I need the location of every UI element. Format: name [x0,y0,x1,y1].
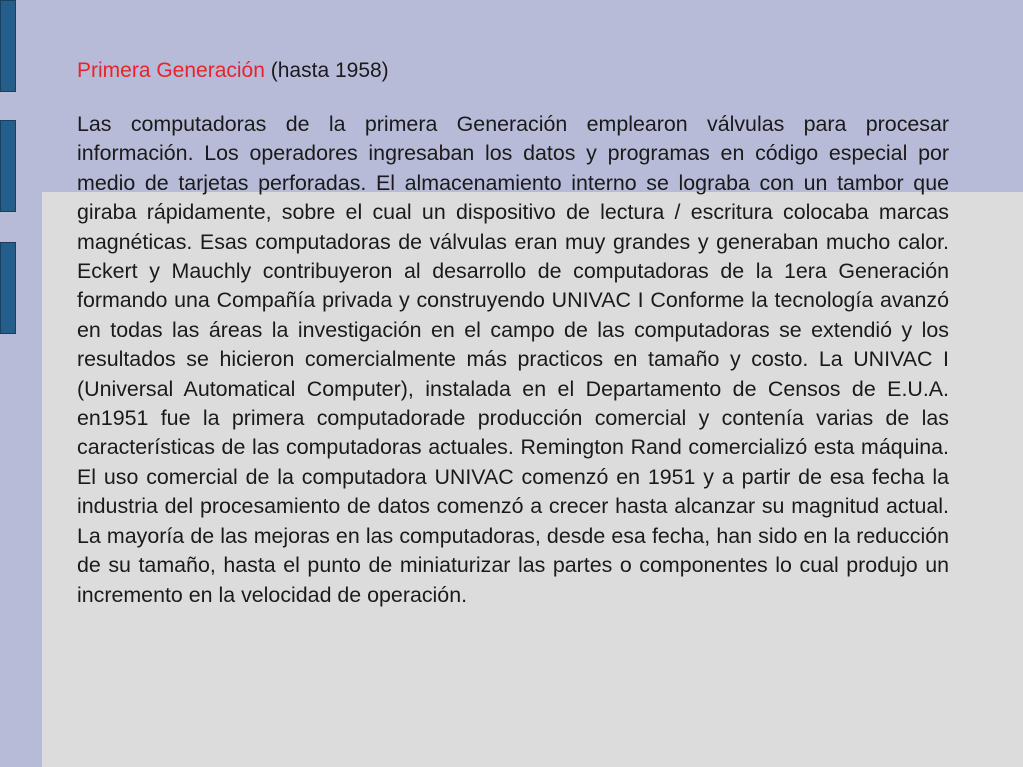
slide-body-text: Las computadoras de la primera Generación emplearon válvulas para procesar información. Los operadores ingresaban los datos y programas en código especial por medio de tarjetas perforadas. El almacenamiento interno se lograba con un tambor que giraba rápidamente, sobre el cual un dispositivo de lectura / escritura colocaba marcas magnéticas. Esas computadoras de válvulas eran muy grandes y generaban mucho calor. Eckert y Mauchly contribuyeron al desarrollo de computadoras de la 1era Generación formando una Compañía privada y construyendo UNIVAC I Conforme la tecnología avanzó en todas las áreas la investigación en el campo de las computadoras se extendió y los resultados se hicieron comercialmente más practicos en tamaño y costo. La UNIVAC I (Universal Automatical Computer), instalada en el Departamento de Censos de E.U.A. en1951 fue la primera computadorade producción comercial y contenía varias de las características de las computadoras actuales. Remington Rand comercializó esta máquina. El uso comercial de la computadora UNIVAC comenzó en 1951 y a partir de esa fecha la industria del procesamiento de datos comenzó a crecer hasta alcanzar su magnitud actual. La mayoría de las mejoras en las computadoras, desde esa fecha, han sido en la reducción de su tamaño, hasta el punto de miniaturizar las partes o componentes lo cual produjo un incremento en la velocidad de operación. [77,112,949,607]
decorative-bar-middle [0,120,16,212]
slide-title [77,58,949,84]
slide-title-rest: (hasta 1958) [264,59,389,82]
slide-title-highlight: Primera Generación [77,59,265,82]
decorative-bar-bottom [0,242,16,334]
decorative-bar-top [0,0,16,92]
slide-content [77,58,949,610]
